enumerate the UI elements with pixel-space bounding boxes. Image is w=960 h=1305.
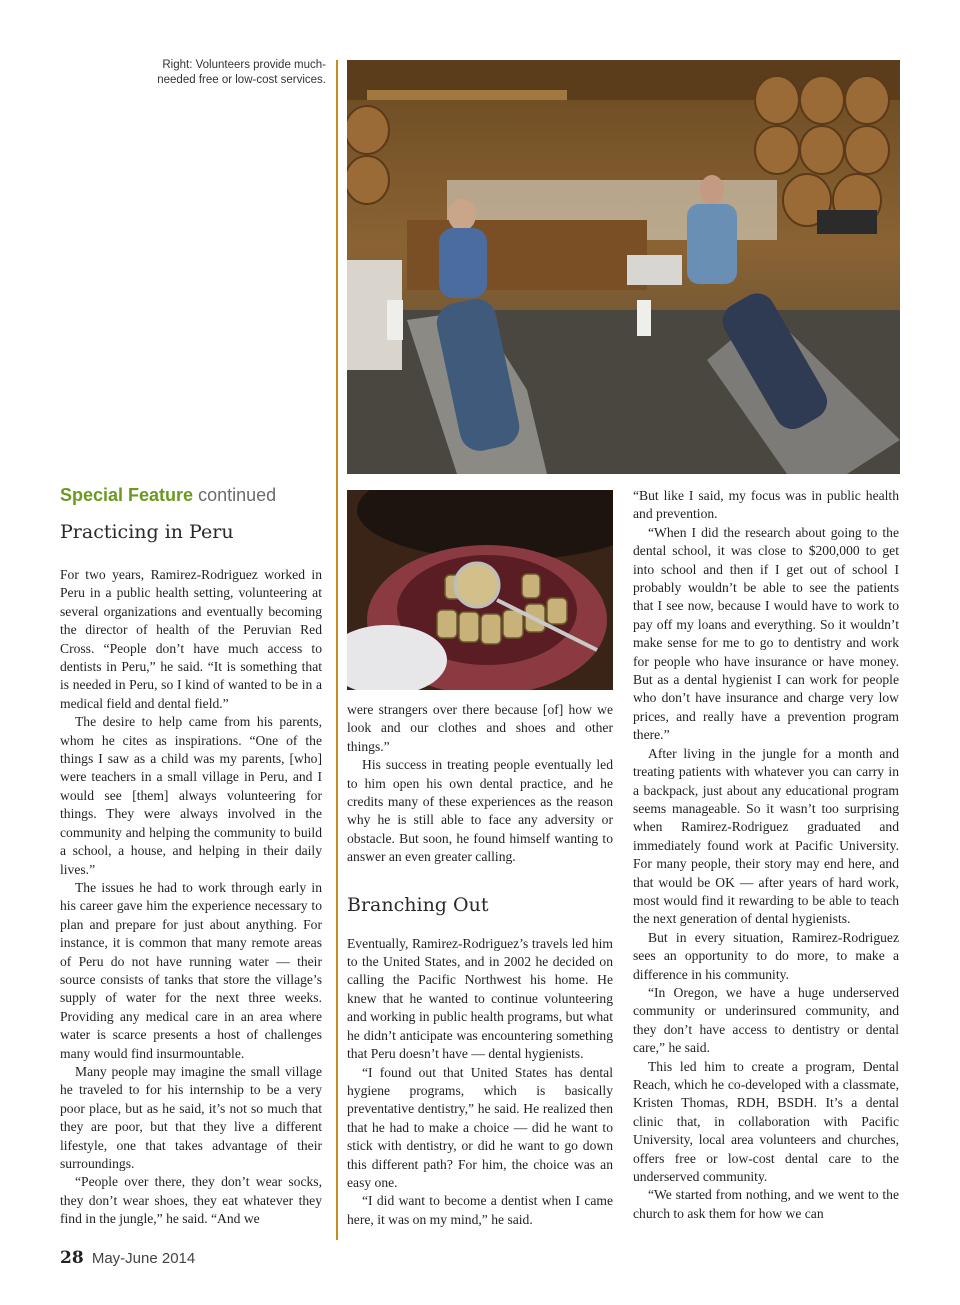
issue-date: May-June 2014 bbox=[91, 1250, 196, 1267]
column-rule bbox=[336, 60, 338, 1240]
page-footer bbox=[60, 1248, 195, 1268]
paragraph: His success in treating people eventually led to him open his own dental practice, and he credits many of these experiences as the reason why he is still able to face any adversity or obstacle. But soon, he found himself wanting to answer an even greater calling. bbox=[347, 757, 613, 865]
page-number: 28 bbox=[60, 1248, 84, 1268]
paragraph: “In Oregon, we have a huge underserved community or underinsured community, and they don’t have access to dentistry or dental care,” he said. bbox=[633, 984, 899, 1056]
section-kicker bbox=[60, 485, 276, 506]
paragraph: “I found out that United States has dental hygiene programs, which is basically preventative dentistry,” he said. He realized then that he had to make a choice — did he want to stick with dentistry, or did he want to go down this different path? For him, the choice was an easy one. bbox=[347, 1064, 613, 1190]
column-3 bbox=[633, 487, 899, 1223]
paragraph: “People over there, they don’t wear socks, they don’t wear shoes, they eat whatever they find in the jungle,” he said. “And we bbox=[60, 1174, 322, 1227]
column-1 bbox=[60, 520, 322, 1229]
dental-closeup-photo bbox=[347, 490, 613, 690]
paragraph: For two years, Ramirez-Rodriguez worked in Peru in a public health setting, volunteering at several organizations and eventually becoming the director of health of the Peruvian Red Cross. “People don’t have much access to dentists in Peru,” he said. “It is something that is needed in Peru, so I kind of wanted to be in a medical field and dental field.” bbox=[60, 567, 322, 711]
paragraph: “But like I said, my focus was in public health and prevention. bbox=[633, 488, 899, 522]
paragraph: were strangers over there because [of] how we look and our clothes and shoes and other things.” bbox=[347, 702, 613, 754]
paragraph: The desire to help came from his parents, whom he cites as inspirations. “One of the things I saw as a child was my parents, [who] were teachers in a small village in Peru, and I would see [them] always volunteering for things. They were always involved in the community and helping the community to build a school, a house, and helping in their daily lives.” bbox=[60, 714, 322, 877]
paragraph: “I did want to become a dentist when I came here, it was on my mind,” he said. bbox=[347, 1193, 613, 1227]
paragraph: The issues he had to work through early in his career gave him the experience necessary to plan and prepare for just about anything. For instance, it is common that many remote areas of Peru do not have running water — their source consists of tanks that store the village’s supply of water for the next three weeks. Providing any medical care in an area where water is scarce presents a host of challenges many would find insurmountable. bbox=[60, 879, 322, 1061]
kicker-continued: continued bbox=[193, 485, 277, 505]
paragraph: After living in the jungle for a month and treating patients with whatever you can carry in a backpack, just about any educational program seems manageable. So it wasn’t too surprising when Ramirez-Rodriguez graduated and immediately found work at Pacific University. For many people, their story may end here, and that would be OK — after years of hard work, most would find it rewarding to be able to teach the next generation of dental hygienists. bbox=[633, 745, 899, 927]
paragraph: “When I did the research about going to the dental school, it was close to $200,000 to get into school and then if I get out of school I probably wouldn’t be able to see the patients that I see now, because I would have to work to pay off my loans and everything. So it wouldn’t make sense for me to go to dentistry and work for people who have insurance or have money. But as a dental hygienist I can work for people who don’t have insurance and charge very low prices, and really have a prevention program there.” bbox=[633, 524, 899, 743]
kicker-strong: Special Feature bbox=[60, 485, 194, 505]
heading-branching-out: Branching Out bbox=[347, 893, 489, 916]
heading-practicing-in-peru: Practicing in Peru bbox=[60, 521, 234, 543]
photo-caption: Right: Volunteers provide much-needed free or low-cost services. bbox=[157, 59, 326, 86]
volunteers-clinic-photo bbox=[347, 60, 900, 474]
paragraph: But in every situation, Ramirez-Rodriguez sees an opportunity to do more, to make a difference in his community. bbox=[633, 929, 899, 982]
paragraph: This led him to create a program, Dental Reach, which he co-developed with a classmate, Kristen Thomas, RDH, BSDH. It’s a dental clinic that, in collaboration with Pacific University, local area volunteers and churches, offers free or low-cost dental care to the underserved community. bbox=[633, 1058, 899, 1185]
paragraph: Eventually, Ramirez-Rodriguez’s travels led him to the United States, and in 2002 he decided on calling the Pacific Northwest his home. He knew that he wanted to continue volunteering and working in public health programs, but what he didn’t anticipate was encountering something that Peru doesn’t have — dental hygienists. bbox=[347, 935, 613, 1062]
paragraph: “We started from nothing, and we went to the church to ask them for how we can bbox=[633, 1187, 899, 1221]
column-2 bbox=[347, 701, 613, 1229]
paragraph: Many people may imagine the small village he traveled to for his internship to be a very poor place, but as he said, it’s not so much that they are poor, but that they live a different lifestyle, one that takes advantage of their surroundings. bbox=[60, 1063, 322, 1171]
